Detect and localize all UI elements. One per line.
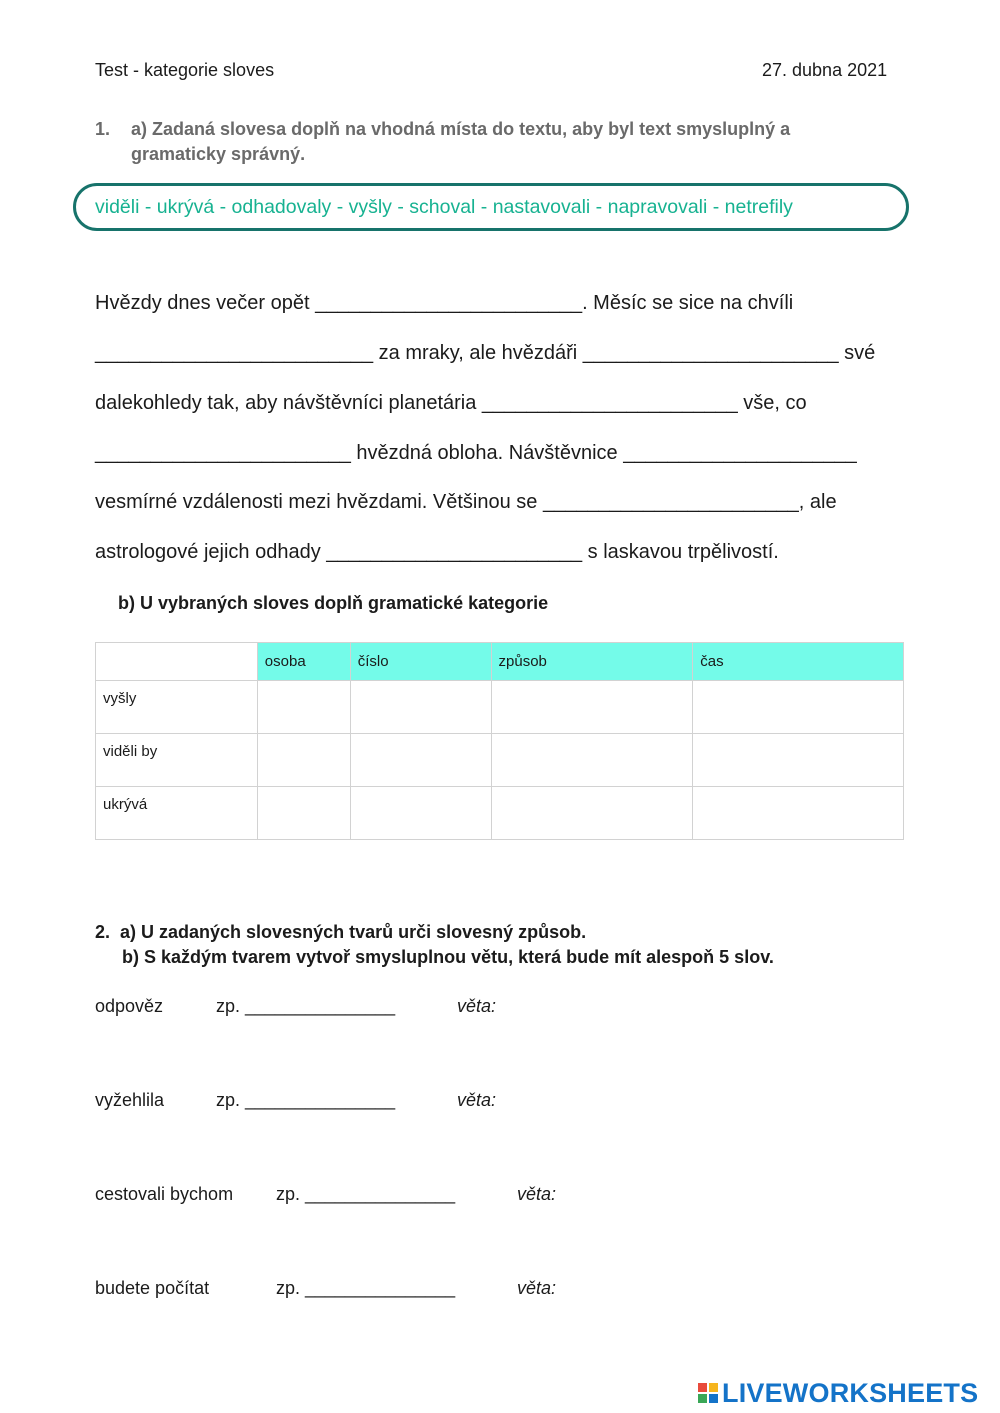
column-header-zpusob: způsob <box>491 643 693 681</box>
answer-cell-cas[interactable] <box>693 681 904 734</box>
row-label: ukrývá <box>96 787 258 840</box>
column-header-cislo: číslo <box>350 643 491 681</box>
table-corner-cell <box>96 643 258 681</box>
task2-verb: vyžehlila <box>95 1090 165 1110</box>
table-row <box>96 734 904 787</box>
answer-cell-cas[interactable] <box>693 734 904 787</box>
text-line-2: _________________________ za mraky, ale hvězdáři _______________________ své <box>95 342 876 364</box>
word-bank: viděli - ukrývá - odhadovaly - vyšly - schoval - nastavovali - napravovali - netrefily <box>73 183 909 231</box>
table-header-row <box>96 643 904 681</box>
text-line-3: dalekohledy tak, aby návštěvníci planetária _______________________ vše, co <box>95 392 807 414</box>
text-line-6: astrologové jejich odhady _______________________ s laskavou trpělivostí. <box>95 541 779 563</box>
task2-zp-blank[interactable]: zp. _______________ <box>276 1184 456 1204</box>
liveworksheets-logo <box>698 1375 978 1411</box>
answer-cell-cislo[interactable] <box>350 681 491 734</box>
logo-cube <box>698 1383 707 1392</box>
task2-veta-label: věta: <box>457 996 497 1016</box>
answer-cell-zpusob[interactable] <box>491 734 693 787</box>
answer-cell-cas[interactable] <box>693 787 904 840</box>
task2-veta-label: věta: <box>517 1278 557 1298</box>
column-header-cas: čas <box>693 643 904 681</box>
table-row <box>96 787 904 840</box>
task1-instruction <box>95 117 885 167</box>
text-line-4: _______________________ hvězdná obloha. Návštěvnice _____________________ <box>95 442 857 464</box>
answer-cell-zpusob[interactable] <box>491 787 693 840</box>
grammar-table <box>95 642 904 840</box>
answer-cell-osoba[interactable] <box>257 681 350 734</box>
text-line-1: Hvězdy dnes večer opět ________________________. Měsíc se sice na chvíli <box>95 292 794 314</box>
task1-number: 1. <box>95 119 111 139</box>
answer-cell-osoba[interactable] <box>257 734 350 787</box>
logo-cube <box>709 1383 718 1392</box>
task2-verb: budete počítat <box>95 1278 210 1298</box>
logo-cubes-icon <box>698 1383 718 1403</box>
task2-zp-blank[interactable]: zp. _______________ <box>276 1278 456 1298</box>
row-label: viděli by <box>96 734 258 787</box>
task2-verb: cestovali bychom <box>95 1184 234 1204</box>
worksheet-title: Test - kategorie sloves <box>95 60 275 80</box>
task2-zp-blank[interactable]: zp. _______________ <box>216 996 396 1016</box>
task2-veta-label: věta: <box>517 1184 557 1204</box>
table-row <box>96 681 904 734</box>
task2-instruction <box>95 920 774 970</box>
column-header-osoba: osoba <box>257 643 350 681</box>
task1-instruction-b: b) U vybraných sloves doplň gramatické kategorie <box>118 593 549 613</box>
task2-instruction-a: 2. a) U zadaných slovesných tvarů urči slovesný způsob. <box>95 922 587 942</box>
logo-text: LIVEWORKSHEETS <box>722 1377 979 1408</box>
answer-cell-cislo[interactable] <box>350 787 491 840</box>
answer-cell-cislo[interactable] <box>350 734 491 787</box>
logo-cube <box>709 1394 718 1403</box>
task1-instruction-a: a) Zadaná slovesa doplň na vhodná místa do textu, aby byl text smysluplný a gramaticky správný. <box>131 119 791 164</box>
row-label: vyšly <box>96 681 258 734</box>
task2-verb: odpověz <box>95 996 164 1016</box>
task2-zp-blank[interactable]: zp. _______________ <box>216 1090 396 1110</box>
task2-instruction-b: b) S každým tvarem vytvoř smysluplnou větu, která bude mít alespoň 5 slov. <box>122 947 774 967</box>
answer-cell-osoba[interactable] <box>257 787 350 840</box>
logo-cube <box>698 1394 707 1403</box>
text-line-5: vesmírné vzdálenosti mezi hvězdami. Většinou se _______________________, ale <box>95 491 837 513</box>
answer-cell-zpusob[interactable] <box>491 681 693 734</box>
worksheet-date: 27. dubna 2021 <box>762 60 888 80</box>
task2-veta-label: věta: <box>457 1090 497 1110</box>
